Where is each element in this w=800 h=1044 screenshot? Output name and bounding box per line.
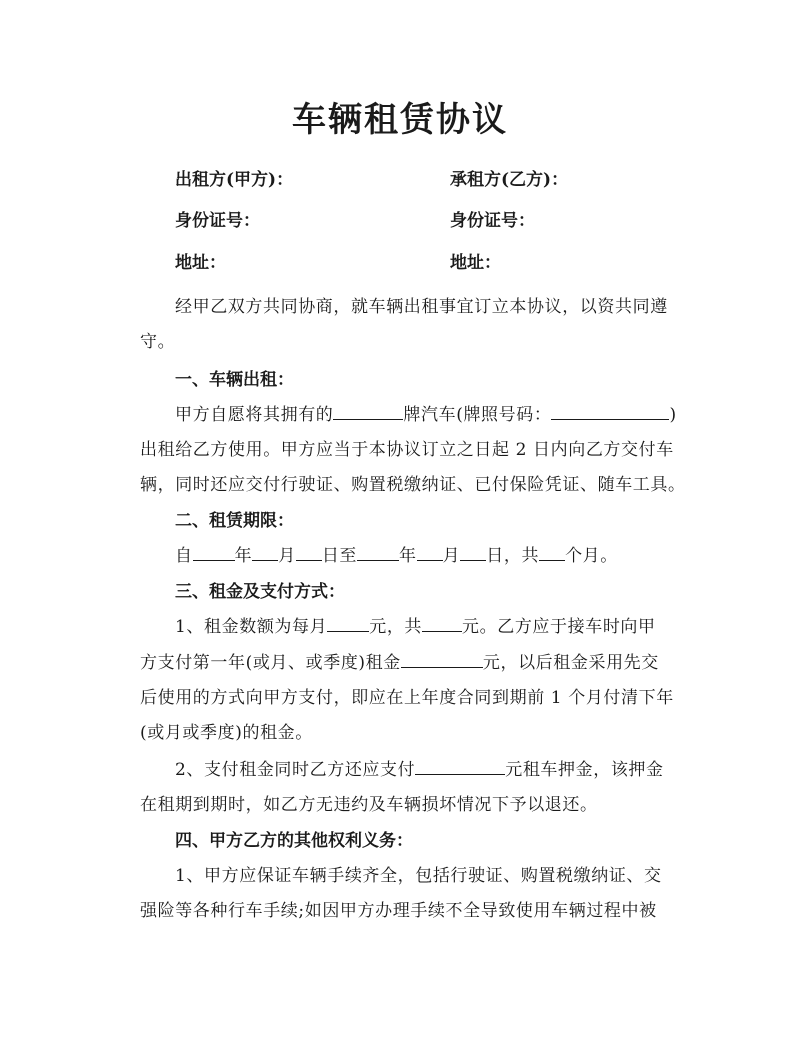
lease-period-line xyxy=(175,541,618,566)
lessor-label: 出租方(甲方)： xyxy=(175,170,294,190)
deposit-line-2: 在租期到期时，如乙方无违约及车辆损坏情况下予以退还。 xyxy=(140,795,598,815)
rent-text-b: 元，共 xyxy=(369,617,423,637)
day-total-label: 日，共 xyxy=(486,546,540,566)
section-4-line-2: 强险等各种行车手续;如因甲方办理手续不全导致使用车辆过程中被 xyxy=(140,901,657,921)
start-year-label: 年 xyxy=(234,546,253,566)
start-year-blank xyxy=(193,546,235,561)
months-label: 个月。 xyxy=(565,546,618,566)
end-year-blank xyxy=(357,546,399,561)
first-rent-blank xyxy=(401,653,483,668)
end-month-label: 月 xyxy=(442,546,461,566)
rent-line-2-text-b: 元，以后租金采用先交 xyxy=(482,653,659,673)
section-3-heading: 三、租金及支付方式： xyxy=(175,582,345,602)
section-4-line-1: 1、甲方应保证车辆手续齐全，包括行驶证、购置税缴纳证、交 xyxy=(175,866,662,886)
section-1-line-2: 出租给乙方使用。甲方应当于本协议订立之日起 2 日内向乙方交付车 xyxy=(140,440,674,460)
section-1-heading: 一、车辆出租： xyxy=(175,370,294,390)
deposit-blank xyxy=(415,760,505,775)
rent-line-4: (或月或季度)的租金。 xyxy=(140,723,313,743)
plate-number-blank xyxy=(551,405,669,420)
section-1-text-c: ) xyxy=(669,405,677,425)
section-1-text-a: 甲方自愿将其拥有的 xyxy=(175,405,334,425)
section-2-heading: 二、租赁期限： xyxy=(175,511,294,531)
lessor-id-label: 身份证号： xyxy=(175,211,260,231)
end-day-blank xyxy=(460,546,486,561)
monthly-rent-blank xyxy=(327,617,369,632)
rent-line-1 xyxy=(175,612,656,637)
months-count-blank xyxy=(539,546,565,561)
deposit-text-b: 元租车押金，该押金 xyxy=(505,760,664,780)
lessee-id-label: 身份证号： xyxy=(450,211,535,231)
document-title: 车辆租赁协议 xyxy=(292,100,508,140)
deposit-text-a: 2、支付租金同时乙方还应支付 xyxy=(175,760,416,780)
lessee-address-label: 地址： xyxy=(450,253,501,273)
start-day-blank xyxy=(296,546,322,561)
rent-text-c: 元。乙方应于接车时向甲 xyxy=(462,617,656,637)
vehicle-brand-blank xyxy=(333,405,403,420)
section-1-line-1 xyxy=(175,400,677,425)
rent-line-2 xyxy=(140,648,659,673)
total-rent-blank xyxy=(422,617,462,632)
intro-line-1: 经甲乙双方共同协商，就车辆出租事宜订立本协议，以资共同遵 xyxy=(175,297,668,317)
section-1-line-3: 辆，同时还应交付行驶证、购置税缴纳证、已付保险凭证、随车工具。 xyxy=(140,475,686,495)
day-to-label: 日至 xyxy=(321,546,358,566)
start-month-blank xyxy=(252,546,278,561)
start-month-label: 月 xyxy=(278,546,296,566)
rent-line-2-text-a: 方支付第一年(或月、或季度)租金 xyxy=(140,653,401,673)
rent-text-a: 1、租金数额为每月 xyxy=(175,617,328,637)
lessor-address-label: 地址： xyxy=(175,253,226,273)
end-year-label: 年 xyxy=(399,546,417,566)
deposit-line-1 xyxy=(175,755,664,780)
section-1-text-b: 牌汽车(牌照号码： xyxy=(403,405,552,425)
rent-line-3: 后使用的方式向甲方支付，即应在上年度合同到期前 1 个月付清下年 xyxy=(140,688,674,708)
intro-line-2: 守。 xyxy=(140,332,176,352)
from-label: 自 xyxy=(175,546,193,566)
section-4-heading: 四、甲方乙方的其他权利义务： xyxy=(175,831,413,851)
end-month-blank xyxy=(417,546,443,561)
lessee-label: 承租方(乙方)： xyxy=(450,170,569,190)
